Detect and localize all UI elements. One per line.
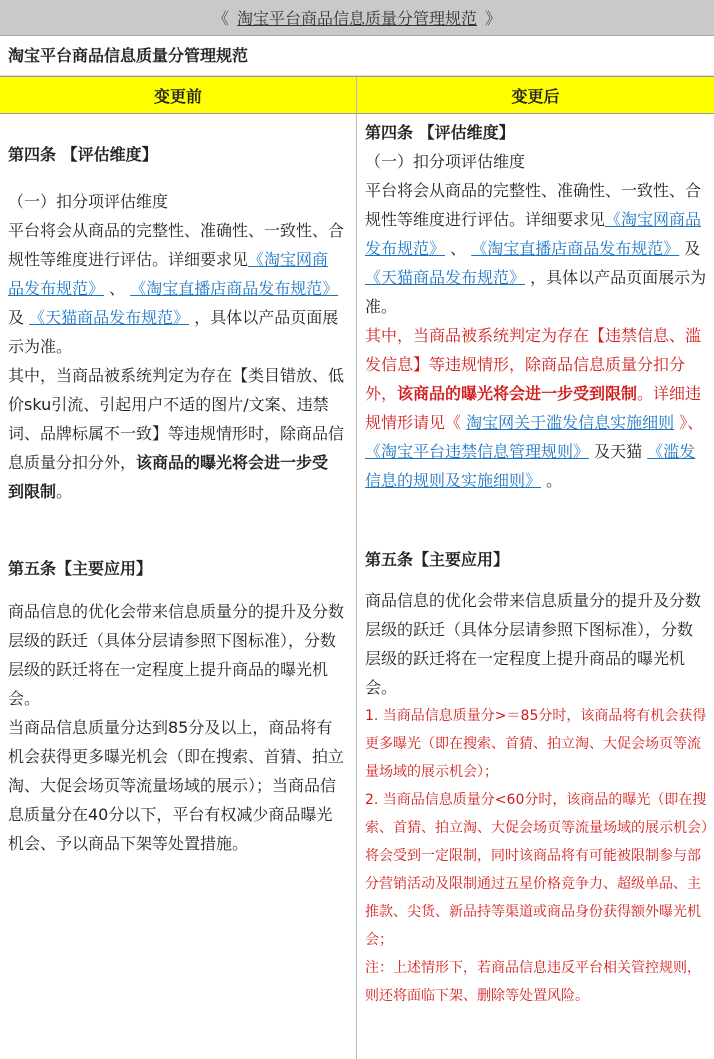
after-link-prohibited-rules[interactable]: 《淘宝平台违禁信息管理规则》	[365, 442, 590, 461]
after-link-tmall-spam-rules[interactable]: 《滥发信息的规则及实施细则》	[365, 442, 696, 490]
title-close-bracket: 》	[485, 9, 502, 28]
after-art4-red-sep: 》、	[674, 413, 704, 432]
header-after: 变更后	[511, 86, 560, 106]
after-art5-title: 第五条【主要应用】	[365, 550, 510, 569]
separator: 、	[104, 279, 131, 298]
separator: 及	[679, 239, 701, 258]
after-art4-red-text2: 。详细违规情形请见《	[365, 384, 702, 432]
period: 。	[541, 471, 563, 490]
after-art5-paragraph1: 商品信息的优化会带来信息质量分的提升及分数层级的跃迁（具体分层请参照下图标准），分数层级的跃迁将在一定程度上提升商品的曝光机会。	[365, 591, 702, 697]
before-art5-paragraph2: 当商品信息质量分达到85分及以上，商品将有机会获得更多曝光机会（即在搜索、首猜、拍立淘、大促会场页等流量场域的展示）；当商品信息质量分在40分以下，平台有权减少商品曝光机会、予以商品下架等处置措施。	[8, 718, 345, 853]
before-art4-title: 第四条 【评估维度】	[8, 145, 158, 164]
page-title-bar	[0, 0, 714, 36]
before-art5-paragraph1: 商品信息的优化会带来信息质量分的提升及分数层级的跃迁（具体分层请参照下图标准），分数层级的跃迁将在一定程度上提升商品的曝光机会。	[8, 602, 345, 708]
after-art4-plain: 及天猫	[589, 442, 648, 461]
before-art4-text-end: ，具体以产品页面展示为准。	[8, 308, 339, 356]
before-art4-subtitle: （一）扣分项评估维度	[8, 192, 169, 211]
after-art4-paragraph1	[365, 176, 708, 321]
after-art4-paragraph2	[365, 321, 708, 495]
before-link-taobao-publish[interactable]: 《淘宝网商品发布规范》	[8, 250, 329, 298]
after-art5-note: 注：上述情形下，若商品信息违反平台相关管控规则，则还将面临下架、删除等处置风险。	[365, 960, 701, 1004]
comparison-header	[0, 76, 714, 114]
period: 。	[56, 482, 73, 501]
before-column	[0, 114, 357, 1059]
comparison-body	[0, 114, 714, 1059]
after-art4-red-bold: 该商品的曝光将会进一步受到限制	[397, 384, 638, 403]
before-art5-title: 第五条【主要应用】	[8, 559, 153, 578]
before-link-live-publish[interactable]: 《淘宝直播店商品发布规范》	[130, 279, 339, 298]
before-art4-violation-text: 其中，当商品被系统判定为存在【类目错放、低价sku引流、引起用户不适的图片/文案、违禁词、品牌标属不一致】等违规情形时，除商品信息质量分扣分外，	[8, 366, 345, 472]
after-link-tmall-publish[interactable]: 《天猫商品发布规范》	[365, 268, 526, 287]
separator: 及	[8, 308, 30, 327]
header-before: 变更前	[0, 77, 357, 113]
before-art4-paragraph1	[8, 216, 344, 361]
after-art4-red-text: 其中，当商品被系统判定为存在【违禁信息、滥发信息】等违规情形，除商品信息质量分扣分外，	[365, 326, 702, 403]
after-link-taobao-publish[interactable]: 《淘宝网商品发布规范》	[365, 210, 702, 258]
title-open-bracket: 《	[212, 9, 229, 28]
after-art5-item1: 1. 当商品信息质量分>＝85分时，该商品将有机会获得更多曝光（即在搜索、首猜、拍立淘、大促会场页等流量场域的展示机会）；	[365, 708, 707, 780]
before-art4-bold: 该商品的曝光将会进一步受到限制	[8, 453, 329, 501]
separator: 、	[445, 239, 472, 258]
document-title: 淘宝平台商品信息质量分管理规范	[0, 36, 714, 76]
after-art4-title: 第四条 【评估维度】	[365, 123, 515, 142]
before-link-tmall-publish[interactable]: 《天猫商品发布规范》	[29, 308, 190, 327]
before-art4-text: 平台将会从商品的完整性、准确性、一致性、合规性等维度进行评估。详细要求见	[8, 221, 345, 269]
after-column	[357, 114, 714, 1059]
after-art4-text-end: ，具体以产品页面展示为准。	[365, 268, 707, 316]
after-link-spam-rules[interactable]: 淘宝网关于滥发信息实施细则	[466, 413, 675, 432]
after-link-live-publish[interactable]: 《淘宝直播店商品发布规范》	[471, 239, 680, 258]
after-art4-text: 平台将会从商品的完整性、准确性、一致性、合规性等维度进行评估。详细要求见	[365, 181, 702, 229]
before-art4-paragraph2	[8, 361, 344, 506]
after-art4-subtitle: （一）扣分项评估维度	[365, 152, 526, 171]
after-art5-item2: 2. 当商品信息质量分<60分时，该商品的曝光（即在搜索、首猜、拍立淘、大促会场页等流量场域的展示机会）将会受到一定限制，同时该商品将有可能被限制参与部分营销活动及限制通过五星价格竞争力、超级单品、主推款、尖货、新品持等渠道或商品身份获得额外曝光机会；	[365, 792, 708, 948]
page-title-link[interactable]: 淘宝平台商品信息质量分管理规范	[236, 9, 477, 28]
